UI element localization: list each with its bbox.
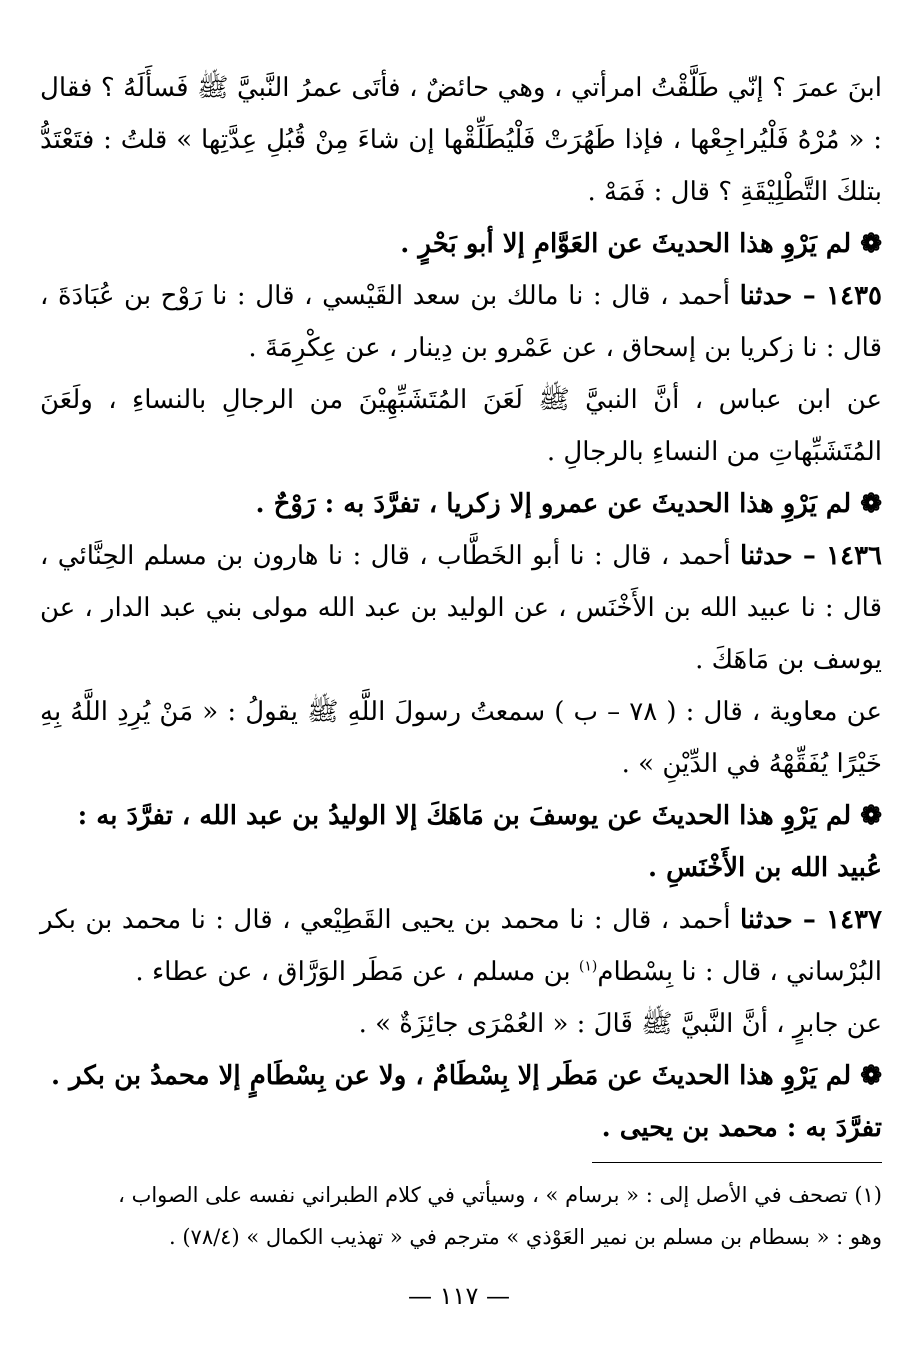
hadith-1436-matn: عن معاوية ، قال : ( ٧٨ – ب ) سمعتُ رسولَ اللَّهِ ﷺ يقولُ : « مَنْ يُرِدِ اللَّهُ بِهِ خَيْرًا يُفَقِّهْهُ في الدِّيْنِ » . bbox=[40, 697, 882, 779]
footnotes bbox=[40, 1174, 882, 1258]
hadith-number-1436: ١٤٣٦ – حدثنا bbox=[740, 541, 882, 571]
footnote-1-line-2: وهو : « بسطام بن مسلم بن نمير العَوْذي » مترجم في « تهذيب الكمال » (٧٨/٤) . bbox=[169, 1225, 882, 1249]
hadith-number-1437: ١٤٣٧ – حدثنا bbox=[739, 905, 883, 935]
footnote-divider bbox=[592, 1162, 882, 1163]
isnad-text-1436: أحمد ، قال : نا أبو الخَطَّاب ، قال : نا هارون بن مسلم الحِنَّائي ، قال : نا عبيد الله بن الأَخْنَس ، عن الوليد بن عبد الله مولى بني عبد الدار ، عن يوسف بن مَاهَكَ . bbox=[40, 541, 882, 675]
hadith-1436-isnad bbox=[40, 530, 882, 686]
hadith-1437-isnad bbox=[40, 894, 882, 998]
footnote-1-line-1: (١) تصحف في الأصل إلى : « برسام » ، وسيأتي في كلام الطبراني نفسه على الصواب ، bbox=[118, 1183, 882, 1207]
isnad-text-1437-a: أحمد ، قال : نا محمد بن يحيى القَطِيْعي ، قال : نا محمد بن بكر البُرْساني ، قال : نا بِسْطام bbox=[40, 905, 882, 987]
note-1436: ❁ لم يَرْوِ هذا الحديثَ عن يوسفَ بن مَاهَكَ إلا الوليدُ بن عبد الله ، تفرَّدَ به : عُبيد الله بن الأَخْنَسِ . bbox=[77, 801, 882, 883]
note-1434: ❁ لم يَرْوِ هذا الحديثَ عن العَوَّامِ إلا أبو بَحْرٍ . bbox=[400, 229, 882, 259]
isnad-text-1435: أحمد ، قال : نا مالك بن سعد القَيْسي ، قال : نا رَوْح بن عُبَادَةَ ، قال : نا زكريا بن إسحاق ، عن عَمْرو بن دِينار ، عن عِكْرِمَةَ . bbox=[40, 281, 882, 363]
paragraph-continuation: ابنَ عمرَ ؟ إنّي طَلَّقْتُ امرأتي ، وهي حائضٌ ، فأتَى عمرُ النَّبيَّ ﷺ فَسأَلَهُ ؟ فقال : « مُرْهُ فَلْيُراجِعْها ، فإذا طَهُرَتْ فَلْيُطَلِّقْها إن شاءَ مِنْ قُبُلِ عِدَّتِها » قلتُ : فتَعْتَدُّ بتلكَ التَّطْلِيْقَةِ ؟ قال : فَمَهْ . bbox=[40, 73, 882, 207]
page-number: — ١١٧ — bbox=[408, 1282, 510, 1310]
note-1437: ❁ لم يَرْوِ هذا الحديثَ عن مَطَر إلا بِسْطَامٌ ، ولا عن بِسْطَامٍ إلا محمدُ بن بكر . تفرَّدَ به : محمد بن يحيى . bbox=[50, 1061, 882, 1143]
hadith-1435-matn: عن ابن عباس ، أنَّ النبيَّ ﷺ لَعَنَ المُتَشَبِّهِيْنَ من الرجالِ بالنساءِ ، ولَعَنَ المُتَشَبِّهاتِ من النساءِ بالرجالِ . bbox=[40, 385, 882, 467]
isnad-text-1437-b: بن مسلم ، عن مَطَر الوَرَّاق ، عن عطاء . bbox=[135, 957, 579, 987]
hadith-1435-isnad bbox=[40, 270, 882, 374]
hadith-number-1435: ١٤٣٥ – حدثنا bbox=[739, 281, 882, 311]
footnote-reference[interactable]: (١) bbox=[578, 958, 598, 975]
hadith-1437-matn: عن جابرٍ ، أنَّ النَّبيَّ ﷺ قَالَ : « العُمْرَى جائِزَةٌ » . bbox=[358, 1009, 882, 1039]
note-1435: ❁ لم يَرْوِ هذا الحديثَ عن عمرو إلا زكريا ، تفرَّدَ به : رَوْحٌ . bbox=[255, 489, 882, 519]
